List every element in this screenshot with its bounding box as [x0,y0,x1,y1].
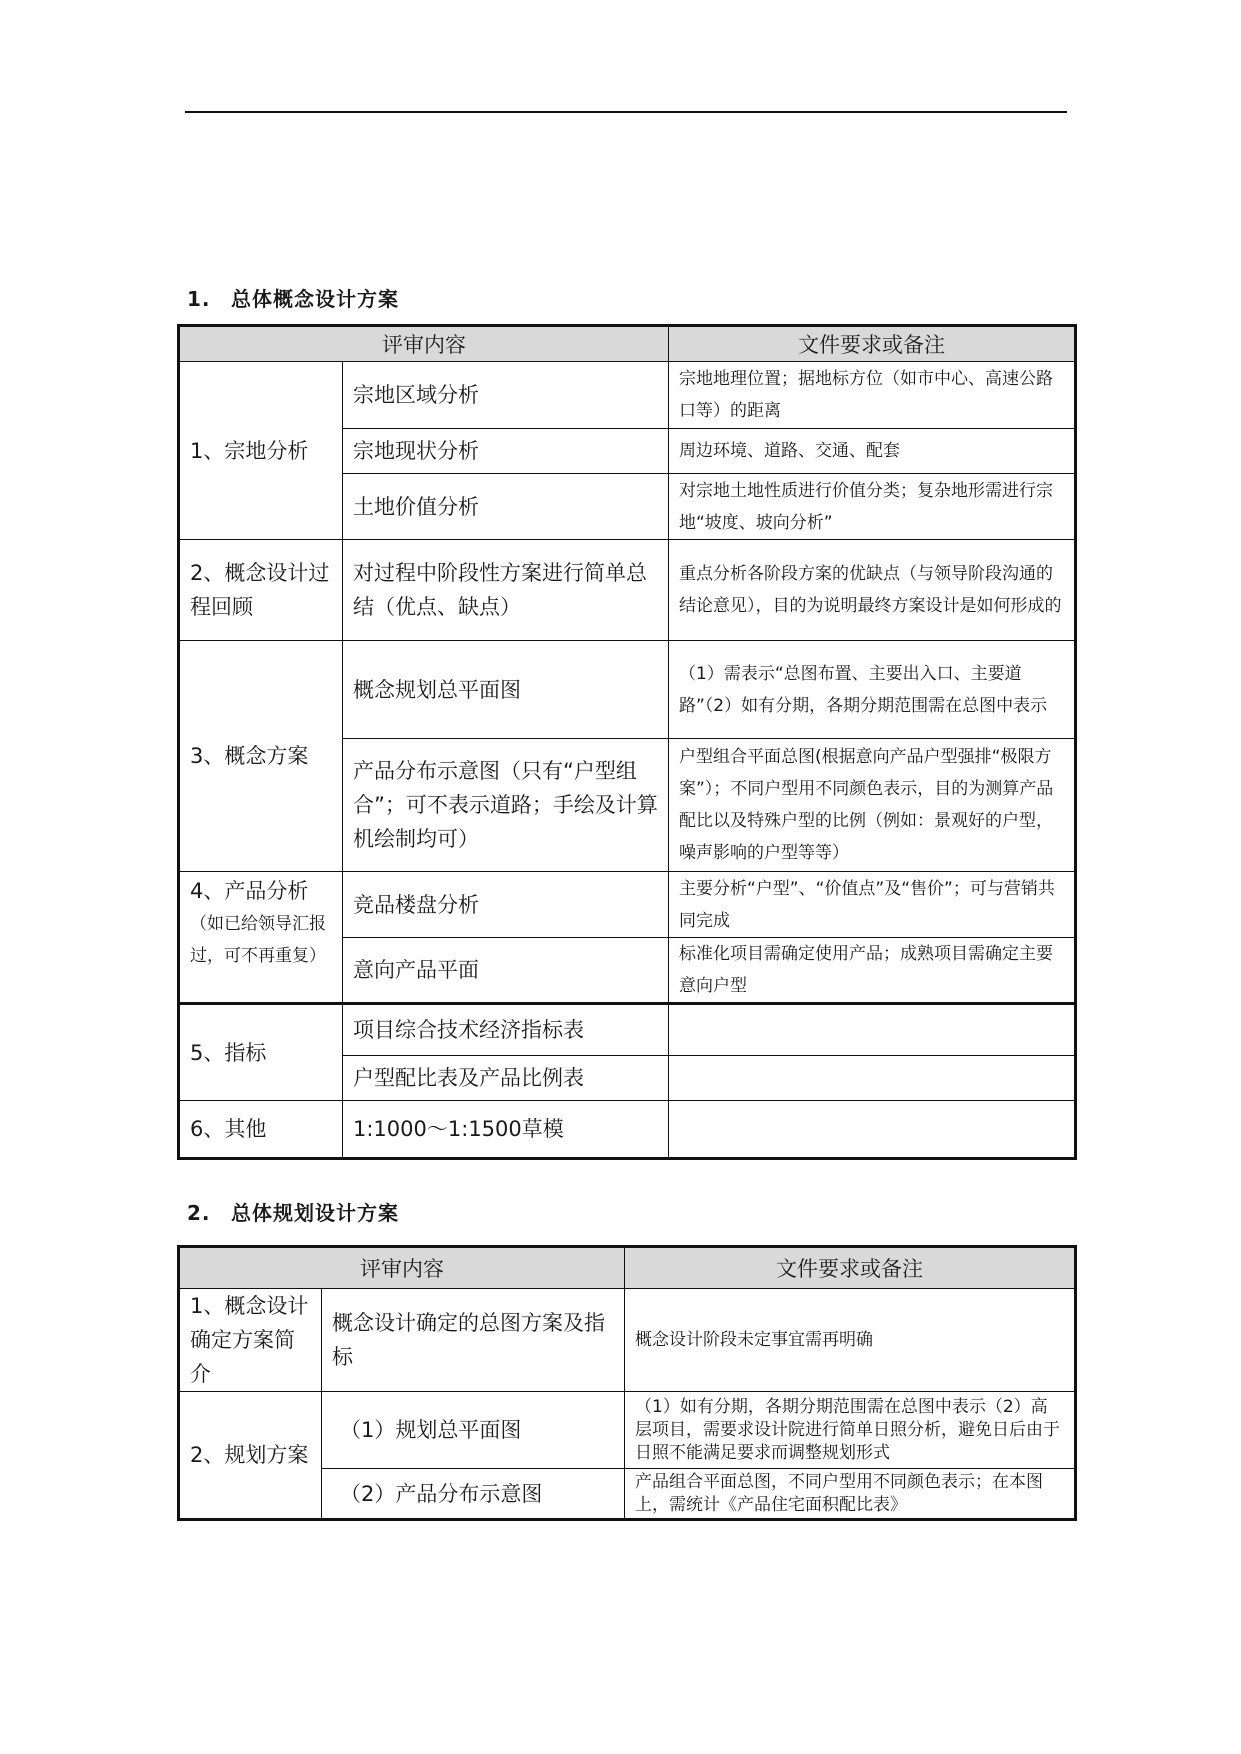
table-cell: 标准化项目需确定使用产品；成熟项目需确定主要意向户型 [669,938,1076,1004]
header-notes: 文件要求或备注 [669,326,1076,362]
table-cell: 项目综合技术经济指标表 [343,1004,669,1056]
table-cell: 竞品楼盘分析 [343,872,669,938]
table-cell [669,1056,1076,1101]
table-cell: 意向产品平面 [343,938,669,1004]
group-other: 6、其他 [179,1101,343,1159]
table-cell: 对过程中阶段性方案进行简单总结（优点、缺点） [343,540,669,641]
table-cell: 宗地现状分析 [343,429,669,474]
group-site-analysis: 1、宗地分析 [179,362,343,540]
table-cell: 主要分析“户型”、“价值点”及“售价”；可与营销共同完成 [669,872,1076,938]
group-product-sub: （如已给领导汇报过，可不再重复） [190,914,326,966]
table-cell: 概念设计确定的总图方案及指标 [322,1289,625,1392]
section-1-heading [187,283,399,312]
group-planning: 2、规划方案 [179,1392,322,1520]
table-cell: 重点分析各阶段方案的优缺点（与领导阶段沟通的结论意见），目的为说明最终方案设计是如何形成的 [669,540,1076,641]
table-cell: 产品分布示意图（只有“户型组合”；可不表示道路；手绘及计算机绘制均可） [343,739,669,872]
table-cell: 户型组合平面总图(根据意向产品户型强排“极限方案”）；不同户型用不同颜色表示，目的为测算产品配比以及特殊户型的比例（例如：景观好的户型，噪声影响的户型等等） [669,739,1076,872]
table-cell: （2）产品分布示意图 [322,1469,625,1520]
table-cell: （1）规划总平面图 [322,1392,625,1469]
table-cell: 户型配比表及产品比例表 [343,1056,669,1101]
table-cell [669,1004,1076,1056]
table-cell: 土地价值分析 [343,474,669,540]
group-concept: 3、概念方案 [179,641,343,872]
table-cell: 周边环境、道路、交通、配套 [669,429,1076,474]
table-cell [669,1101,1076,1159]
table-cell: 对宗地土地性质进行价值分类；复杂地形需进行宗地“坡度、坡向分析” [669,474,1076,540]
group-product-title: 4、产品分析 [190,879,309,903]
table-cell: 宗地地理位置；据地标方位（如市中心、高速公路口等）的距离 [669,362,1076,429]
table-cell: （1）如有分期，各期分期范围需在总图中表示（2）高层项目，需要求设计院进行简单日照分析，避免日后由于日照不能满足要求而调整规划形式 [625,1392,1076,1469]
section-2-title: 总体规划设计方案 [231,1201,399,1225]
header-content: 评审内容 [179,326,669,362]
section-2-heading [187,1197,399,1226]
table-cell: 产品组合平面总图，不同户型用不同颜色表示；在本图上，需统计《产品住宅面积配比表》 [625,1469,1076,1520]
table-cell: 1:1000～1:1500草模 [343,1101,669,1159]
group-product [179,872,343,1004]
header-notes: 文件要求或备注 [625,1247,1076,1289]
group-review: 2、概念设计过程回顾 [179,540,343,641]
table-cell: 概念设计阶段未定事宜需再明确 [625,1289,1076,1392]
table-cell: 概念规划总平面图 [343,641,669,739]
section-2-number: 2. [187,1201,211,1225]
table-cell: 宗地区域分析 [343,362,669,429]
header-content: 评审内容 [179,1247,625,1289]
master-plan-table [177,1245,1077,1521]
group-indicators: 5、指标 [179,1004,343,1101]
header-rule [185,111,1067,113]
section-1-number: 1. [187,287,211,311]
group-concept-summary: 1、概念设计确定方案简介 [179,1289,322,1392]
section-1-title: 总体概念设计方案 [231,287,399,311]
concept-design-table [177,324,1077,1160]
table-cell: （1）需表示“总图布置、主要出入口、主要道路”（2）如有分期，各期分期范围需在总图中表示 [669,641,1076,739]
